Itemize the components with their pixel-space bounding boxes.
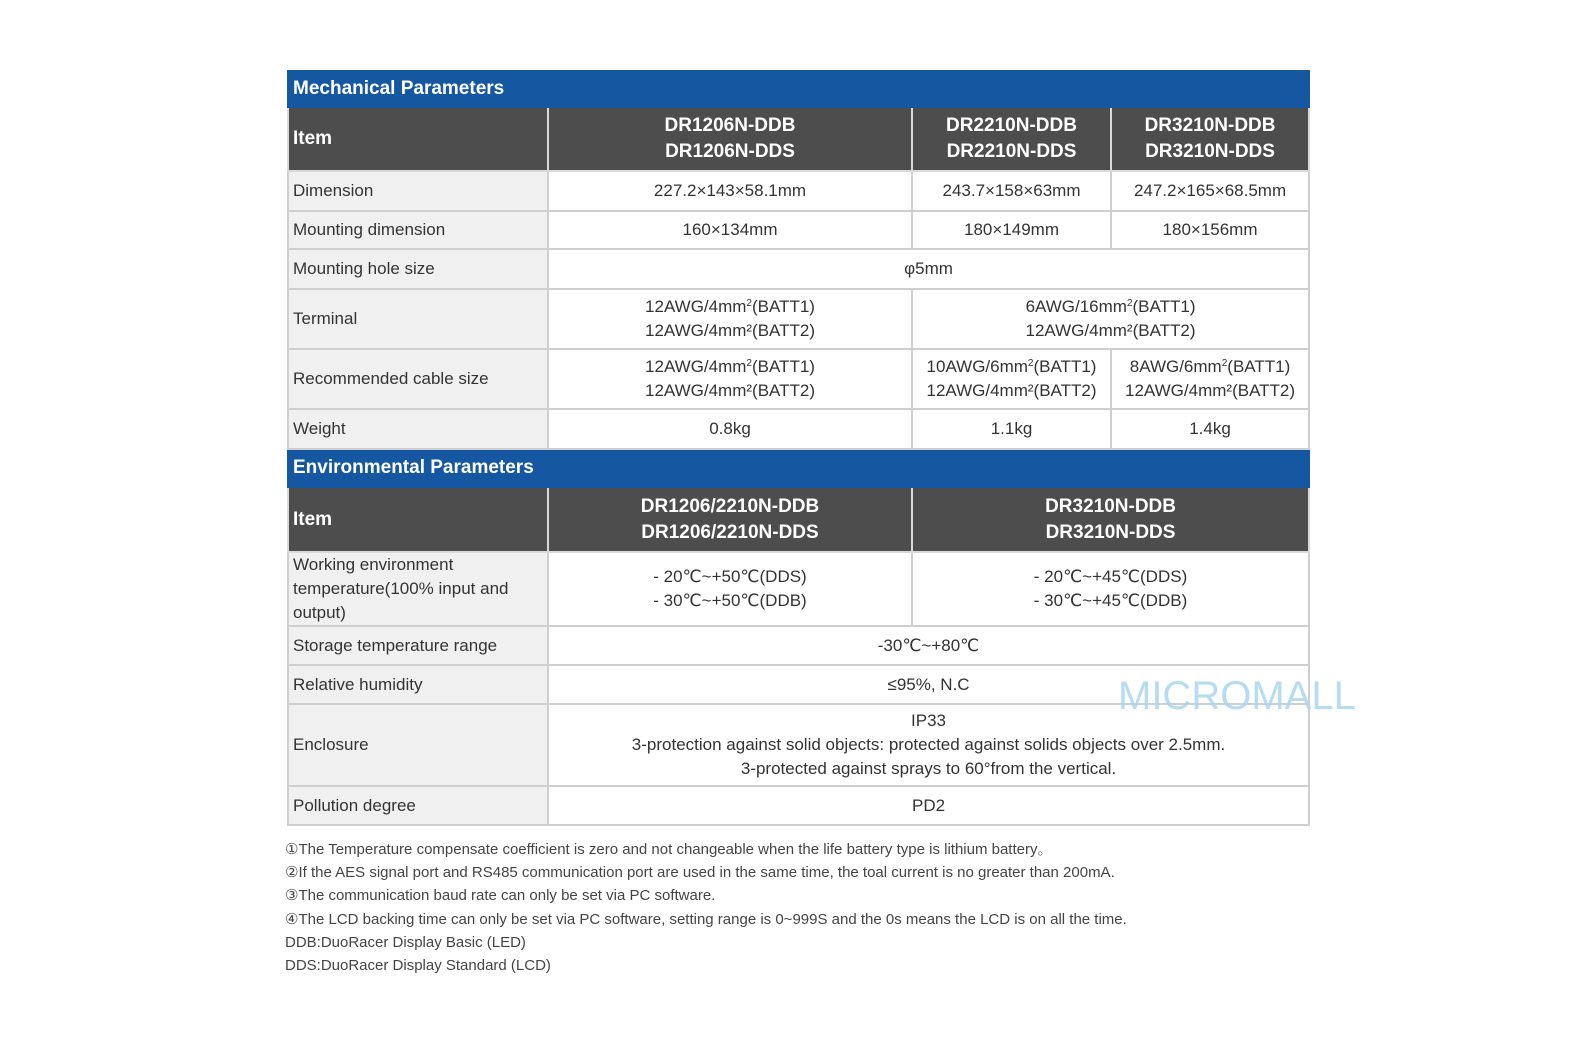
value-line: $10AWG/6mm^2(BATT1)$ <box>926 357 1097 376</box>
mechanical-column-header <box>288 107 1309 171</box>
cell-value: ≤95%, N.C <box>548 665 1309 704</box>
value-line: 12AWG/4mm²(BATT2) <box>1125 381 1296 400</box>
table-row-storage-temperature <box>288 626 1309 665</box>
label-line: Working environment <box>293 555 454 574</box>
model-name: DR1206N-DDB <box>664 115 796 136</box>
model-name: DR2210N-DDS <box>946 141 1077 162</box>
cell-value: 180×149mm <box>912 211 1111 249</box>
cell-value <box>548 349 912 409</box>
mechanical-section-title: Mechanical Parameters <box>288 71 1309 107</box>
model-name: DR3210N-DDB <box>1144 115 1276 136</box>
environmental-section-header <box>288 449 1309 487</box>
cell-value: φ5mm <box>548 249 1309 289</box>
value-line: 12AWG/4mm²(BATT2) <box>1025 321 1196 340</box>
row-label: Dimension <box>288 171 548 211</box>
row-label: Pollution degree <box>288 786 548 825</box>
row-label: Mounting hole size <box>288 249 548 289</box>
footnotes <box>285 838 1127 977</box>
row-label: Storage temperature range <box>288 626 548 665</box>
value-line: 3-protected against sprays to 60°from the vertical. <box>740 759 1117 778</box>
model-name: DR2210N-DDB <box>946 115 1077 136</box>
model-header-dr1206 <box>548 107 912 171</box>
footnote: ③The communication baud rate can only be set via PC software. <box>285 887 716 905</box>
cell-value <box>912 349 1111 409</box>
value-line: $8AWG/6mm^2(BATT1)$ <box>1129 357 1291 376</box>
value-line: - 30℃~+50℃(DDB) <box>653 591 807 610</box>
cell-value: 1.4kg <box>1111 409 1309 449</box>
footnote: ①The Temperature compensate coefficient is zero and not changeable when the life battery type is lithium battery。 <box>285 841 1053 858</box>
row-label: Mounting dimension <box>288 211 548 249</box>
footnote: DDS:DuoRacer Display Standard (LCD) <box>285 957 551 975</box>
model-header-dr2210 <box>912 107 1111 171</box>
table-row-terminal <box>288 289 1309 349</box>
item-header: Item <box>288 487 548 552</box>
footnote: ②If the AES signal port and RS485 communication port are used in the same time, the toal current is no greater than 200mA. <box>285 864 1115 882</box>
model-name: DR1206N-DDS <box>665 141 795 162</box>
value-line: 3-protection against solid objects: protected against solids objects over 2.5mm. <box>631 735 1226 754</box>
cell-value: -30℃~+80℃ <box>548 626 1309 665</box>
row-label: Relative humidity <box>288 665 548 704</box>
cell-value <box>1111 349 1309 409</box>
cell-value: 160×134mm <box>548 211 912 249</box>
model-header-dr1206-2210 <box>548 487 912 552</box>
model-name: DR3210N-DDS <box>1145 141 1275 162</box>
value-line: - 20℃~+50℃(DDS) <box>653 567 807 586</box>
row-label: Enclosure <box>288 704 548 786</box>
table-row-working-temperature <box>288 552 1309 626</box>
value-line: $12AWG/4mm^2(BATT1)$ <box>645 357 815 376</box>
cell-value <box>912 552 1309 626</box>
model-name: DR1206/2210N-DDB <box>640 495 820 517</box>
row-label: Terminal <box>288 289 548 349</box>
value-line: 12AWG/4mm²(BATT2) <box>644 321 815 340</box>
model-header-dr3210 <box>1111 107 1309 171</box>
model-name: DR3210N-DDS <box>1045 521 1176 543</box>
row-label: Weight <box>288 409 548 449</box>
row-label: Recommended cable size <box>288 349 548 409</box>
cell-value: 0.8kg <box>548 409 912 449</box>
table-row-dimension <box>288 171 1309 211</box>
cell-value: 227.2×143×58.1mm <box>548 171 912 211</box>
value-line: - 30℃~+45℃(DDB) <box>1033 591 1188 610</box>
cell-value <box>912 289 1309 349</box>
watermark: MICROMALL <box>1118 674 1356 718</box>
environmental-column-header <box>288 487 1309 552</box>
table-row-mounting-hole <box>288 249 1309 289</box>
environmental-section-title: Environmental Parameters <box>288 449 1309 487</box>
cell-value: PD2 <box>548 786 1309 825</box>
item-header: Item <box>288 107 548 171</box>
cell-value: 243.7×158×63mm <box>912 171 1111 211</box>
value-line: $6AWG/16mm^2(BATT1)$ <box>1025 297 1196 316</box>
cell-value <box>548 552 912 626</box>
label-line: temperature(100% input and <box>293 579 509 598</box>
table-row-cable-size <box>288 349 1309 409</box>
label-line: output) <box>293 603 346 622</box>
cell-value: 247.2×165×68.5mm <box>1111 171 1309 211</box>
cell-value <box>548 289 912 349</box>
mechanical-section-header <box>288 71 1309 107</box>
value-line: IP33 <box>911 711 947 730</box>
value-line: $12AWG/4mm^2(BATT1)$ <box>645 297 815 316</box>
cell-value: 1.1kg <box>912 409 1111 449</box>
value-line: - 20℃~+45℃(DDS) <box>1033 567 1188 586</box>
model-header-dr3210 <box>912 487 1309 552</box>
cell-value: 180×156mm <box>1111 211 1309 249</box>
value-line: 12AWG/4mm²(BATT2) <box>926 381 1097 400</box>
model-name: DR3210N-DDB <box>1045 495 1176 517</box>
table-row-mounting-dimension <box>288 211 1309 249</box>
footnote: DDB:DuoRacer Display Basic (LED) <box>285 933 526 951</box>
table-row-weight <box>288 409 1309 449</box>
model-name: DR1206/2210N-DDS <box>641 521 819 543</box>
table-row-pollution-degree <box>288 786 1309 825</box>
value-line: 12AWG/4mm²(BATT2) <box>644 381 815 400</box>
row-label <box>288 552 548 626</box>
footnote: ④The LCD backing time can only be set via PC software, setting range is 0~999S and the 0s means the LCD is on all the time. <box>285 910 1127 928</box>
